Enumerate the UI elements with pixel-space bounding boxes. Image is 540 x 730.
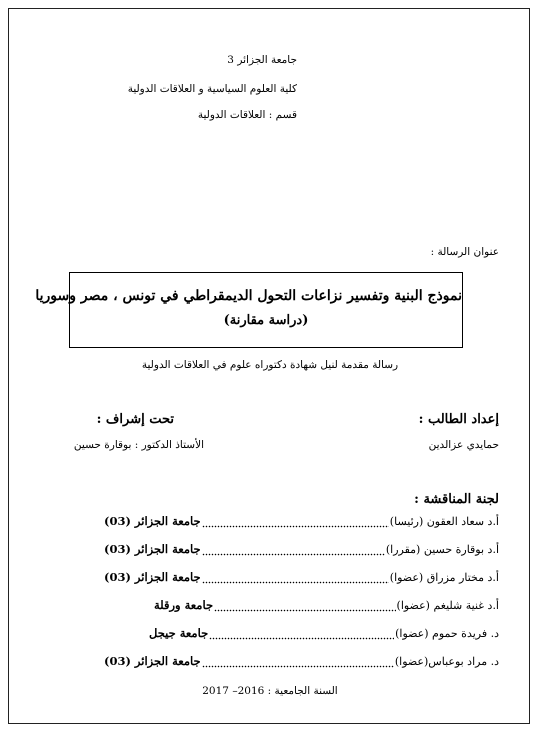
document-page [8,8,530,724]
committee-label: لجنة المناقشة : [414,492,499,507]
committee-member [149,623,499,643]
committee-member [104,567,499,587]
dotted-leader [214,598,395,612]
member-institution: جامعة الجزائر (03) [104,570,201,584]
member-institution: جامعة ورقلة [154,598,214,612]
academic-year: السنة الجامعية : 2016– 2017 [202,685,338,697]
dotted-leader [202,654,394,668]
member-name: أ.د بوقارة حسين (مقررا) [385,542,499,556]
author-name: حمايدي عزالدين [428,439,499,451]
committee-member [104,651,499,671]
member-name: د. فريدة حموم (عضوا) [395,626,499,640]
committee-member [104,539,499,559]
member-institution: جامعة جيجل [149,626,209,640]
member-name: د. مراد بوعباس(عضوا) [394,654,499,668]
member-name: أ.د مختار مزراق (عضوا) [389,570,499,584]
committee-member [104,511,499,531]
member-institution: جامعة الجزائر (03) [104,542,201,556]
member-institution: جامعة الجزائر (03) [104,654,201,668]
thesis-purpose: رسالة مقدمة لنيل شهادة دكتوراه علوم في العلاقات الدولية [141,359,399,371]
thesis-title-label: عنوان الرسالة : [430,246,499,258]
supervisor-label: تحت إشراف : [96,412,174,427]
member-name: أ.د سعاد العقون (رئيسا) [389,514,499,528]
thesis-title-box [35,272,463,348]
committee-member [154,595,499,615]
dotted-leader [202,542,385,556]
member-name: أ.د غنية شليغم (عضوا) [396,598,499,612]
thesis-title: نموذج البنية وتفسير نزاعات التحول الديمقراطي في تونس ، مصر وسوريا [35,288,462,304]
university-name: جامعة الجزائر 3 [227,54,297,66]
dotted-leader [209,626,394,640]
dotted-leader [202,570,389,584]
department-name: قسم : العلاقات الدولية [197,109,297,121]
dotted-leader [202,514,389,528]
faculty-name: كلية العلوم السياسية و العلاقات الدولية [127,83,297,95]
author-label: إعداد الطالب : [418,412,499,427]
member-institution: جامعة الجزائر (03) [104,514,201,528]
thesis-subtitle: (دراسة مقارنة) [223,313,309,328]
supervisor-name: الأستاذ الدكتور : بوقارة حسين [73,439,204,451]
